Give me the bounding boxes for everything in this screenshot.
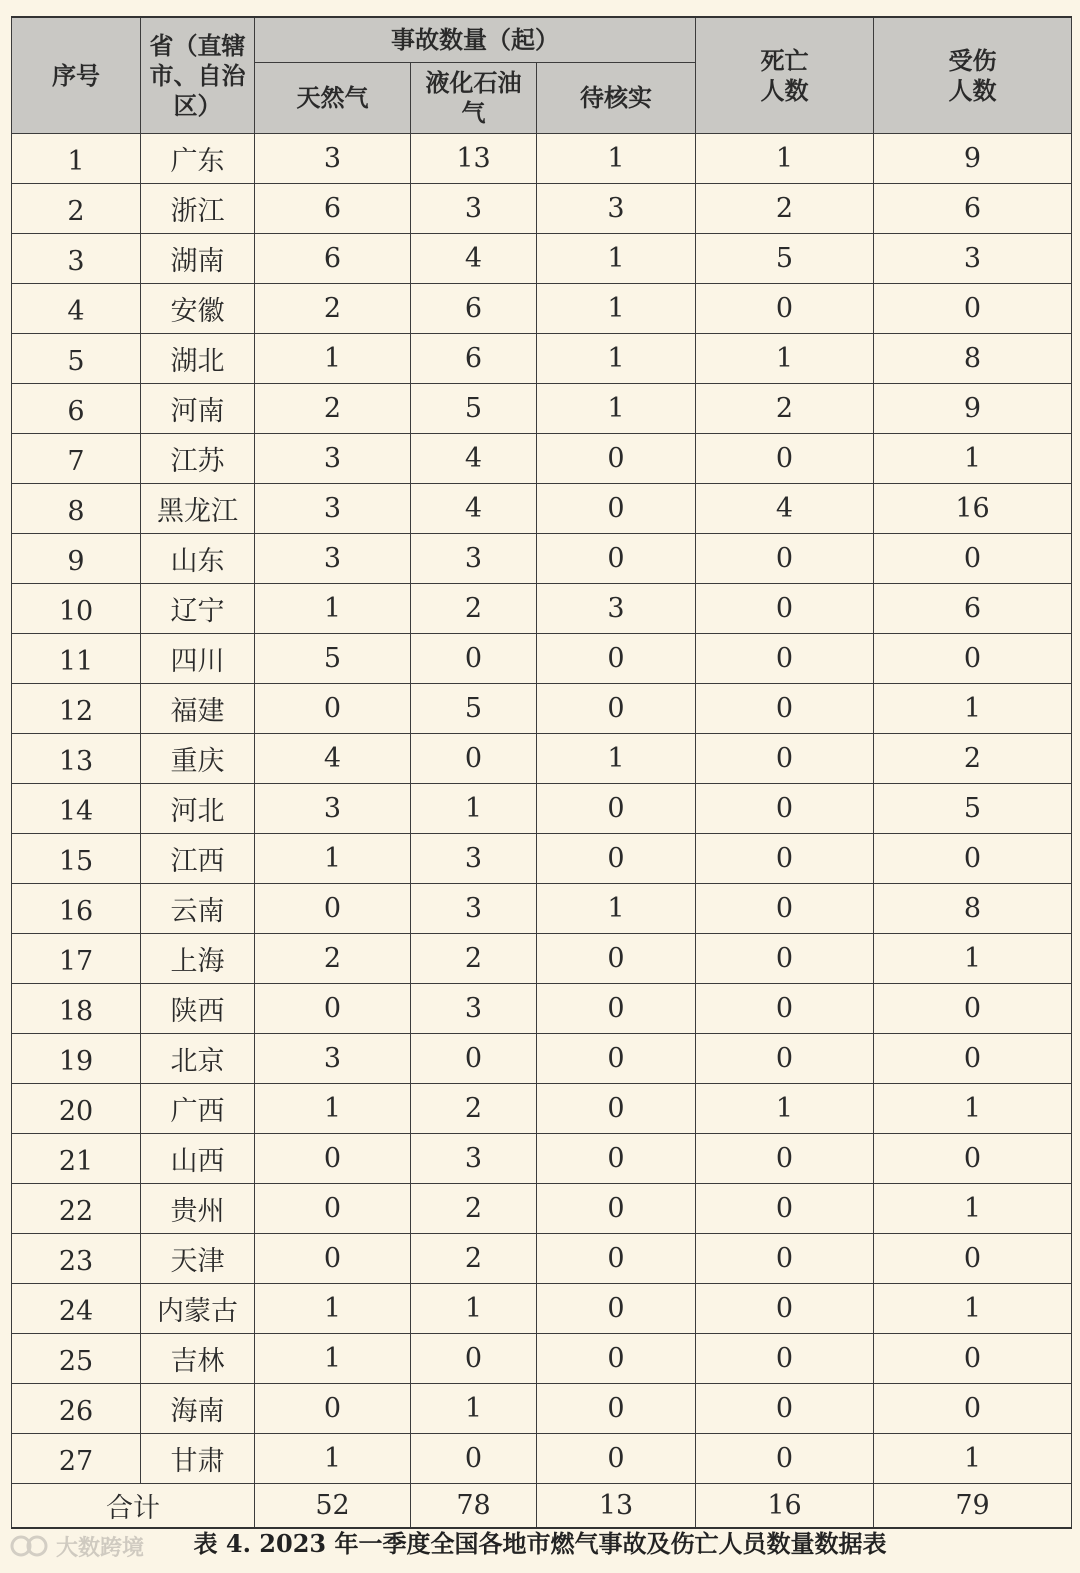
row-index: 2 xyxy=(12,184,141,234)
row-natural-gas: 1 xyxy=(255,1334,411,1384)
row-natural-gas: 2 xyxy=(255,384,411,434)
row-injuries: 2 xyxy=(874,734,1072,784)
row-lpg: 4 xyxy=(411,234,537,284)
row-lpg: 5 xyxy=(411,684,537,734)
row-index: 25 xyxy=(12,1334,141,1384)
row-injuries: 0 xyxy=(874,984,1072,1034)
row-province: 甘肃 xyxy=(141,1434,255,1484)
table-row xyxy=(12,634,1072,684)
row-deaths: 0 xyxy=(696,1334,874,1384)
row-province: 四川 xyxy=(141,634,255,684)
row-deaths: 2 xyxy=(696,184,874,234)
row-lpg: 3 xyxy=(411,884,537,934)
total-pending: 13 xyxy=(537,1484,696,1529)
row-natural-gas: 1 xyxy=(255,1084,411,1134)
row-injuries: 1 xyxy=(874,684,1072,734)
row-lpg: 4 xyxy=(411,434,537,484)
table-row xyxy=(12,734,1072,784)
row-deaths: 0 xyxy=(696,634,874,684)
table-row xyxy=(12,934,1072,984)
row-deaths: 2 xyxy=(696,384,874,434)
row-pending: 1 xyxy=(537,284,696,334)
row-pending: 0 xyxy=(537,1234,696,1284)
row-injuries: 8 xyxy=(874,884,1072,934)
row-index: 24 xyxy=(12,1284,141,1334)
row-injuries: 16 xyxy=(874,484,1072,534)
row-deaths: 0 xyxy=(696,534,874,584)
row-lpg: 3 xyxy=(411,184,537,234)
row-index: 18 xyxy=(12,984,141,1034)
row-province: 北京 xyxy=(141,1034,255,1084)
row-index: 3 xyxy=(12,234,141,284)
row-province: 重庆 xyxy=(141,734,255,784)
row-injuries: 5 xyxy=(874,784,1072,834)
row-natural-gas: 1 xyxy=(255,334,411,384)
row-lpg: 3 xyxy=(411,834,537,884)
row-injuries: 1 xyxy=(874,934,1072,984)
row-deaths: 0 xyxy=(696,584,874,634)
row-natural-gas: 3 xyxy=(255,534,411,584)
row-injuries: 0 xyxy=(874,634,1072,684)
row-province: 内蒙古 xyxy=(141,1284,255,1334)
header-natural-gas: 天然气 xyxy=(255,63,411,134)
row-lpg: 3 xyxy=(411,534,537,584)
header-index: 序号 xyxy=(12,17,141,134)
row-injuries: 1 xyxy=(874,1184,1072,1234)
row-lpg: 1 xyxy=(411,784,537,834)
row-index: 10 xyxy=(12,584,141,634)
row-deaths: 1 xyxy=(696,134,874,184)
row-index: 26 xyxy=(12,1384,141,1434)
total-deaths: 16 xyxy=(696,1484,874,1529)
table-row xyxy=(12,234,1072,284)
row-lpg: 3 xyxy=(411,1134,537,1184)
table-row xyxy=(12,1134,1072,1184)
row-natural-gas: 0 xyxy=(255,1134,411,1184)
row-index: 14 xyxy=(12,784,141,834)
row-index: 5 xyxy=(12,334,141,384)
row-deaths: 0 xyxy=(696,684,874,734)
row-index: 16 xyxy=(12,884,141,934)
row-pending: 1 xyxy=(537,734,696,784)
row-injuries: 0 xyxy=(874,1334,1072,1384)
row-province: 福建 xyxy=(141,684,255,734)
row-pending: 0 xyxy=(537,934,696,984)
header-lpg: 液化石油气 xyxy=(411,63,537,134)
row-province: 湖北 xyxy=(141,334,255,384)
row-pending: 1 xyxy=(537,884,696,934)
row-province: 贵州 xyxy=(141,1184,255,1234)
table-row xyxy=(12,834,1072,884)
row-deaths: 0 xyxy=(696,1434,874,1484)
row-pending: 0 xyxy=(537,1034,696,1084)
table-row xyxy=(12,534,1072,584)
row-pending: 0 xyxy=(537,1334,696,1384)
row-pending: 0 xyxy=(537,1384,696,1434)
row-lpg: 0 xyxy=(411,1434,537,1484)
row-natural-gas: 0 xyxy=(255,884,411,934)
row-index: 13 xyxy=(12,734,141,784)
table-row xyxy=(12,584,1072,634)
row-province: 浙江 xyxy=(141,184,255,234)
row-natural-gas: 0 xyxy=(255,684,411,734)
row-province: 上海 xyxy=(141,934,255,984)
row-deaths: 0 xyxy=(696,434,874,484)
row-index: 11 xyxy=(12,634,141,684)
row-natural-gas: 0 xyxy=(255,1184,411,1234)
row-province: 河北 xyxy=(141,784,255,834)
row-index: 20 xyxy=(12,1084,141,1134)
table-row xyxy=(12,284,1072,334)
row-natural-gas: 3 xyxy=(255,434,411,484)
row-deaths: 0 xyxy=(696,934,874,984)
row-lpg: 0 xyxy=(411,1034,537,1084)
row-injuries: 8 xyxy=(874,334,1072,384)
header-pending: 待核实 xyxy=(537,63,696,134)
row-deaths: 0 xyxy=(696,1134,874,1184)
row-index: 9 xyxy=(12,534,141,584)
table-row xyxy=(12,684,1072,734)
header-deaths: 死亡人数 xyxy=(696,17,874,134)
table-row xyxy=(12,984,1072,1034)
row-province: 江西 xyxy=(141,834,255,884)
row-pending: 0 xyxy=(537,1184,696,1234)
row-province: 山西 xyxy=(141,1134,255,1184)
row-pending: 3 xyxy=(537,584,696,634)
table-row xyxy=(12,134,1072,184)
row-pending: 0 xyxy=(537,1084,696,1134)
table-row xyxy=(12,384,1072,434)
row-province: 陕西 xyxy=(141,984,255,1034)
row-injuries: 0 xyxy=(874,834,1072,884)
row-lpg: 2 xyxy=(411,934,537,984)
row-lpg: 1 xyxy=(411,1384,537,1434)
row-pending: 0 xyxy=(537,484,696,534)
total-lpg: 78 xyxy=(411,1484,537,1529)
row-index: 22 xyxy=(12,1184,141,1234)
row-lpg: 6 xyxy=(411,284,537,334)
row-province: 吉林 xyxy=(141,1334,255,1384)
row-pending: 0 xyxy=(537,684,696,734)
row-pending: 1 xyxy=(537,134,696,184)
row-deaths: 0 xyxy=(696,1384,874,1434)
row-lpg: 4 xyxy=(411,484,537,534)
row-index: 17 xyxy=(12,934,141,984)
row-injuries: 1 xyxy=(874,434,1072,484)
row-province: 河南 xyxy=(141,384,255,434)
row-index: 6 xyxy=(12,384,141,434)
gas-accident-table xyxy=(11,16,1072,1529)
row-lpg: 5 xyxy=(411,384,537,434)
row-injuries: 0 xyxy=(874,284,1072,334)
row-pending: 1 xyxy=(537,384,696,434)
row-natural-gas: 1 xyxy=(255,1434,411,1484)
row-deaths: 0 xyxy=(696,1034,874,1084)
row-lpg: 0 xyxy=(411,734,537,784)
table-row xyxy=(12,184,1072,234)
row-index: 21 xyxy=(12,1134,141,1184)
total-row xyxy=(12,1484,1072,1529)
row-province: 天津 xyxy=(141,1234,255,1284)
row-pending: 0 xyxy=(537,984,696,1034)
table-row xyxy=(12,884,1072,934)
row-index: 1 xyxy=(12,134,141,184)
row-province: 湖南 xyxy=(141,234,255,284)
table-row xyxy=(12,1384,1072,1434)
row-natural-gas: 6 xyxy=(255,184,411,234)
row-injuries: 9 xyxy=(874,384,1072,434)
row-natural-gas: 1 xyxy=(255,1284,411,1334)
row-natural-gas: 3 xyxy=(255,784,411,834)
row-province: 安徽 xyxy=(141,284,255,334)
row-injuries: 6 xyxy=(874,184,1072,234)
row-injuries: 0 xyxy=(874,1134,1072,1184)
total-injuries: 79 xyxy=(874,1484,1072,1529)
row-deaths: 0 xyxy=(696,984,874,1034)
row-lpg: 2 xyxy=(411,1234,537,1284)
row-pending: 1 xyxy=(537,234,696,284)
row-lpg: 13 xyxy=(411,134,537,184)
table-row xyxy=(12,1084,1072,1134)
table-body xyxy=(12,134,1072,1529)
table-row xyxy=(12,1184,1072,1234)
row-index: 15 xyxy=(12,834,141,884)
row-natural-gas: 1 xyxy=(255,834,411,884)
row-deaths: 1 xyxy=(696,1084,874,1134)
table-row xyxy=(12,1234,1072,1284)
row-province: 云南 xyxy=(141,884,255,934)
table-row xyxy=(12,784,1072,834)
row-pending: 0 xyxy=(537,1284,696,1334)
row-deaths: 0 xyxy=(696,284,874,334)
row-natural-gas: 6 xyxy=(255,234,411,284)
row-deaths: 5 xyxy=(696,234,874,284)
row-natural-gas: 2 xyxy=(255,934,411,984)
row-index: 4 xyxy=(12,284,141,334)
row-deaths: 0 xyxy=(696,1234,874,1284)
row-natural-gas: 3 xyxy=(255,134,411,184)
row-lpg: 3 xyxy=(411,984,537,1034)
row-natural-gas: 3 xyxy=(255,484,411,534)
row-index: 7 xyxy=(12,434,141,484)
row-lpg: 6 xyxy=(411,334,537,384)
row-province: 海南 xyxy=(141,1384,255,1434)
row-natural-gas: 2 xyxy=(255,284,411,334)
row-deaths: 0 xyxy=(696,884,874,934)
row-lpg: 1 xyxy=(411,1284,537,1334)
row-index: 8 xyxy=(12,484,141,534)
header-accident-count: 事故数量（起） xyxy=(255,17,696,63)
row-province: 广东 xyxy=(141,134,255,184)
row-injuries: 0 xyxy=(874,1034,1072,1084)
row-natural-gas: 0 xyxy=(255,1234,411,1284)
row-natural-gas: 3 xyxy=(255,1034,411,1084)
row-province: 江苏 xyxy=(141,434,255,484)
table-row xyxy=(12,1284,1072,1334)
row-injuries: 0 xyxy=(874,534,1072,584)
row-natural-gas: 4 xyxy=(255,734,411,784)
row-natural-gas: 5 xyxy=(255,634,411,684)
row-deaths: 0 xyxy=(696,1284,874,1334)
row-injuries: 0 xyxy=(874,1384,1072,1434)
row-lpg: 2 xyxy=(411,1184,537,1234)
table-row xyxy=(12,1434,1072,1484)
row-injuries: 9 xyxy=(874,134,1072,184)
row-pending: 0 xyxy=(537,1134,696,1184)
row-lpg: 0 xyxy=(411,1334,537,1384)
row-deaths: 0 xyxy=(696,784,874,834)
row-pending: 0 xyxy=(537,1434,696,1484)
row-pending: 0 xyxy=(537,534,696,584)
row-pending: 0 xyxy=(537,434,696,484)
row-pending: 0 xyxy=(537,834,696,884)
row-deaths: 1 xyxy=(696,334,874,384)
row-index: 23 xyxy=(12,1234,141,1284)
table-row xyxy=(12,334,1072,384)
row-deaths: 0 xyxy=(696,834,874,884)
row-index: 19 xyxy=(12,1034,141,1084)
row-index: 27 xyxy=(12,1434,141,1484)
row-province: 山东 xyxy=(141,534,255,584)
table-row xyxy=(12,1334,1072,1384)
row-natural-gas: 0 xyxy=(255,984,411,1034)
total-natural-gas: 52 xyxy=(255,1484,411,1529)
table-row xyxy=(12,484,1072,534)
row-injuries: 0 xyxy=(874,1234,1072,1284)
row-pending: 1 xyxy=(537,334,696,384)
row-deaths: 0 xyxy=(696,734,874,784)
watermark-text: 大数跨境 xyxy=(56,1535,145,1561)
header-province: 省（直辖市、自治区） xyxy=(141,17,255,134)
row-province: 辽宁 xyxy=(141,584,255,634)
row-lpg: 0 xyxy=(411,634,537,684)
table-caption: 表 4. 2023 年一季度全国各地市燃气事故及伤亡人员数量数据表 xyxy=(193,1529,887,1558)
row-lpg: 2 xyxy=(411,584,537,634)
row-province: 广西 xyxy=(141,1084,255,1134)
table-row xyxy=(12,1034,1072,1084)
row-pending: 3 xyxy=(537,184,696,234)
row-deaths: 0 xyxy=(696,1184,874,1234)
row-natural-gas: 1 xyxy=(255,584,411,634)
row-natural-gas: 0 xyxy=(255,1384,411,1434)
row-injuries: 1 xyxy=(874,1084,1072,1134)
total-label: 合计 xyxy=(12,1484,255,1529)
row-province: 黑龙江 xyxy=(141,484,255,534)
row-index: 12 xyxy=(12,684,141,734)
row-deaths: 4 xyxy=(696,484,874,534)
row-injuries: 6 xyxy=(874,584,1072,634)
row-pending: 0 xyxy=(537,634,696,684)
row-injuries: 1 xyxy=(874,1434,1072,1484)
row-injuries: 3 xyxy=(874,234,1072,284)
row-lpg: 2 xyxy=(411,1084,537,1134)
row-pending: 0 xyxy=(537,784,696,834)
table-row xyxy=(12,434,1072,484)
header-injuries: 受伤人数 xyxy=(874,17,1072,134)
row-injuries: 1 xyxy=(874,1284,1072,1334)
